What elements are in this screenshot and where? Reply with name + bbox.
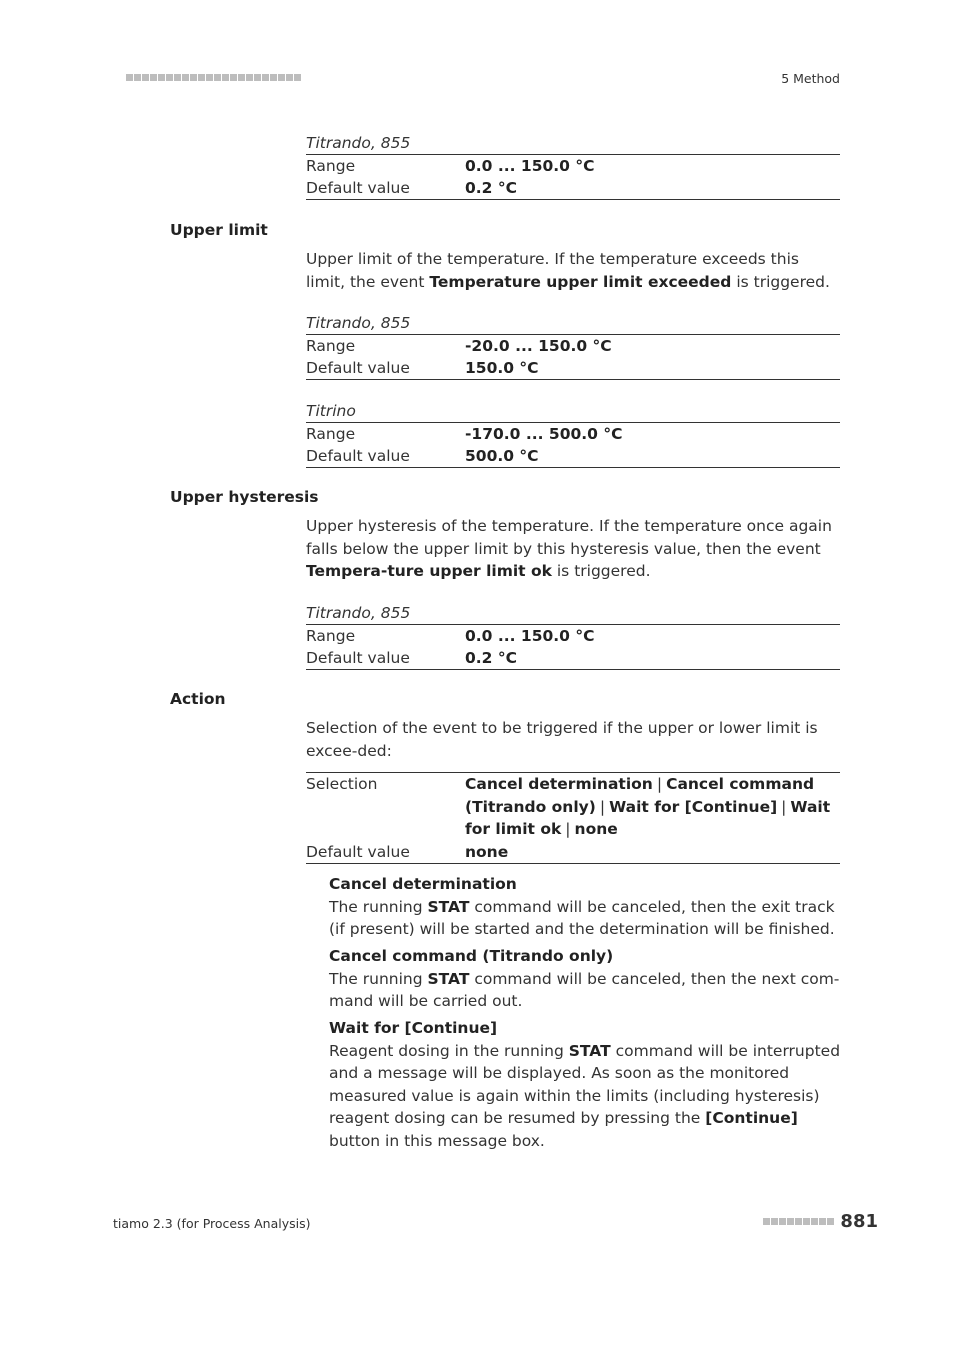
definition-term: Cancel command (Titrando only) <box>329 947 614 965</box>
row-key: Range <box>306 337 356 355</box>
option-cancel-determination: Cancel determination <box>465 775 653 793</box>
row-value: 0.2 °C <box>465 649 517 667</box>
option-cancel-command: Cancel command (Titrando only) <box>465 775 815 816</box>
table-caption: Titrino <box>306 400 840 423</box>
row-key: Default value <box>306 649 410 667</box>
table-row <box>306 445 840 467</box>
selection-options: Cancel determination | Cancel command (Titrando only) | Wait for [Continue] | Wait for limit ok | none <box>465 775 831 838</box>
footer-decoration <box>763 1218 834 1225</box>
option-wait-for-limit-ok: Wait for limit ok <box>465 797 831 838</box>
parameter-table-upper-limit-titrino <box>306 400 840 468</box>
event-name: Temperature upper limit exceeded <box>429 272 732 291</box>
row-key: Default value <box>306 359 410 377</box>
default-label: Default value <box>306 842 410 861</box>
definition-wait-for-continue <box>329 1017 841 1152</box>
selection-table <box>306 772 840 864</box>
definition-term: Cancel determination <box>329 875 517 893</box>
row-key: Range <box>306 157 356 175</box>
parameter-table-upper-limit-titrando <box>306 312 840 380</box>
row-value: 150.0 °C <box>465 359 539 377</box>
definition-term: Wait for [Continue] <box>329 1019 498 1037</box>
table-row <box>306 335 840 357</box>
footer-page-info <box>763 1211 878 1232</box>
default-value: none <box>465 842 509 861</box>
selection-label: Selection <box>306 775 378 793</box>
heading-upper-limit: Upper limit <box>170 221 268 239</box>
definition-cancel-command <box>329 945 841 1013</box>
row-value: -170.0 ... 500.0 °C <box>465 425 623 443</box>
option-wait-for-continue: Wait for [Continue] <box>609 797 778 816</box>
footer-product-name: tiamo 2.3 (for Process Analysis) <box>113 1216 311 1231</box>
heading-action: Action <box>170 690 226 708</box>
table-row <box>306 625 840 647</box>
table-caption: Titrando, 855 <box>306 312 840 335</box>
definition-text: Reagent dosing in the running STAT command will be interrupted and a message will be displayed. As soon as the monitored measured value is again within the limits (including hysteresis) reagent dosing can be resumed by pressing the [Continue] button in this message box. <box>329 1041 841 1150</box>
table-caption: Titrando, 855 <box>306 132 840 155</box>
row-value: 0.2 °C <box>465 179 517 197</box>
heading-upper-hysteresis: Upper hysteresis <box>170 488 319 506</box>
table-row <box>306 155 840 177</box>
table-row <box>306 177 840 199</box>
header-section-title: 5 Method <box>781 71 840 86</box>
definition-text: The running STAT command will be canceled, then the exit track (if present) will be started and the determination will be finished. <box>329 897 835 938</box>
upper-limit-description: Upper limit of the temperature. If the temperature exceeds this limit, the event Temperature upper limit exceeded is triggered. <box>306 250 830 291</box>
row-key: Range <box>306 425 356 443</box>
definition-cancel-determination <box>329 873 841 941</box>
event-name: Tempera-ture upper limit ok <box>306 562 552 580</box>
row-value: 0.0 ... 150.0 °C <box>465 157 595 175</box>
header-decoration <box>126 74 301 81</box>
table-row <box>306 357 840 379</box>
parameter-table-upper-hysteresis <box>306 602 840 670</box>
page-number: 881 <box>840 1211 878 1232</box>
row-key: Default value <box>306 179 410 197</box>
selection-row <box>306 773 840 841</box>
table-row <box>306 647 840 669</box>
parameter-table-top <box>306 132 840 200</box>
row-value: 0.0 ... 150.0 °C <box>465 627 595 645</box>
action-description: Selection of the event to be triggered if the upper or lower limit is excee-ded: <box>306 719 818 760</box>
definition-text: The running STAT command will be canceled, then the next com-mand will be carried out. <box>329 969 840 1010</box>
option-none: none <box>574 820 618 838</box>
table-caption: Titrando, 855 <box>306 602 840 625</box>
table-row <box>306 423 840 445</box>
row-value: -20.0 ... 150.0 °C <box>465 337 612 355</box>
row-key: Range <box>306 627 356 645</box>
upper-hysteresis-description: Upper hysteresis of the temperature. If the temperature once again falls below the upper limit by this hysteresis value, then the event Tempera-ture upper limit ok is triggered. <box>306 517 832 580</box>
default-row <box>306 841 840 864</box>
row-key: Default value <box>306 447 410 465</box>
row-value: 500.0 °C <box>465 447 539 465</box>
